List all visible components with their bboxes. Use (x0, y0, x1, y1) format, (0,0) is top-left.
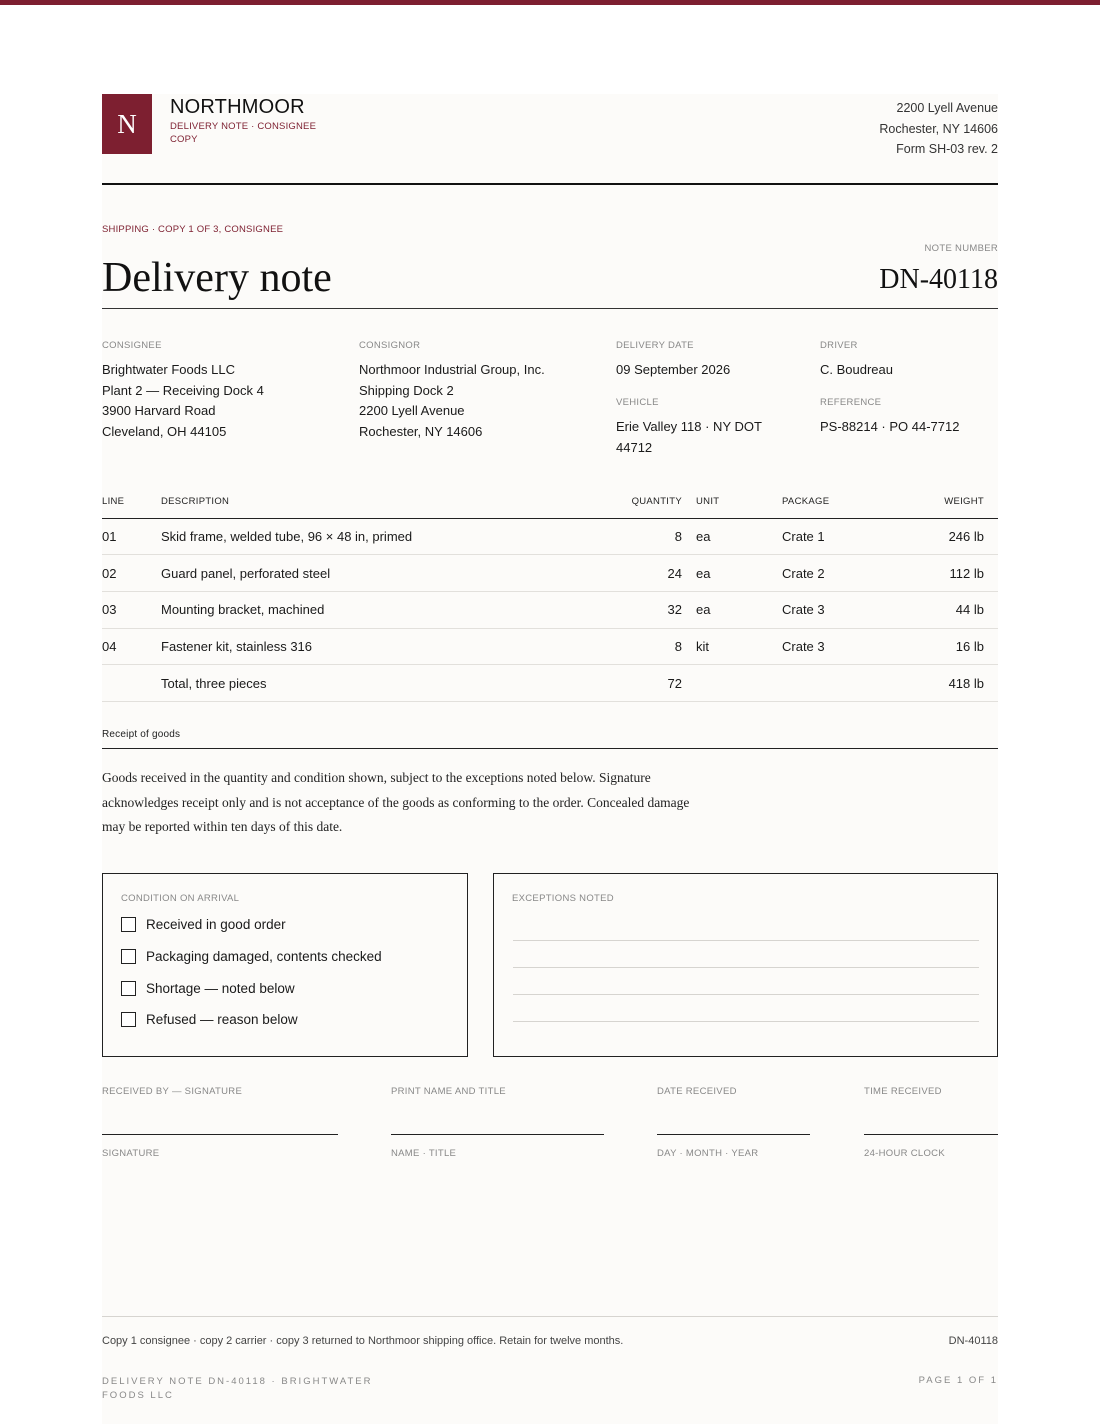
cell-weight: 44 lb (902, 591, 998, 628)
brand-subtitle: DELIVERY NOTE · CONSIGNEE COPY (170, 121, 317, 145)
delivery-date-label: DELIVERY DATE (616, 340, 694, 351)
total-description: Total, three pieces (161, 665, 616, 702)
cell-description: Fastener kit, stainless 316 (161, 628, 616, 665)
consignee-line: Brightwater Foods LLC (102, 362, 235, 377)
col-line: LINE (102, 486, 161, 518)
note-number: DN-40118 (879, 264, 998, 295)
vehicle-label: VEHICLE (616, 397, 659, 408)
exceptions-write-line[interactable] (513, 1021, 979, 1022)
form-reference: Form SH-03 rev. 2 (896, 142, 998, 156)
condition-label: CONDITION ON ARRIVAL (121, 893, 240, 904)
table-row (102, 518, 998, 555)
checkbox-packaging-damaged[interactable] (121, 949, 136, 964)
cell-package: Crate 1 (782, 518, 902, 555)
consignor-line: Rochester, NY 14606 (359, 423, 483, 439)
copy-kicker: SHIPPING · COPY 1 OF 3, CONSIGNEE (102, 224, 284, 235)
receipt-divider (102, 748, 998, 749)
address-line: Rochester, NY 14606 (879, 121, 998, 136)
date-received-line[interactable] (657, 1134, 810, 1135)
brand-logo (102, 94, 152, 154)
col-weight: WEIGHT (902, 486, 998, 518)
consignor-line: Shipping Dock 2 (359, 382, 454, 398)
exceptions-write-line[interactable] (513, 940, 979, 941)
footer-note: Copy 1 consignee · copy 2 carrier · copy 3 returned to Northmoor shipping office. Retain for twelve months. (102, 1335, 624, 1347)
cell-line: 04 (102, 628, 161, 665)
cell-quantity: 32 (616, 591, 682, 628)
title-divider (102, 308, 998, 309)
cell-description: Mounting bracket, machined (161, 591, 616, 628)
col-package: PACKAGE (782, 486, 902, 518)
signature-line[interactable] (102, 1134, 338, 1135)
cell-package: Crate 2 (782, 555, 902, 592)
note-number-label: NOTE NUMBER (924, 243, 998, 254)
print-name-label: PRINT NAME AND TITLE (391, 1086, 506, 1097)
checkbox-good-order[interactable] (121, 917, 136, 932)
cell-quantity: 24 (616, 555, 682, 592)
checkbox-shortage[interactable] (121, 981, 136, 996)
signature-caption: SIGNATURE (102, 1148, 160, 1159)
col-quantity: QUANTITY (616, 486, 682, 518)
col-description: DESCRIPTION (161, 486, 616, 518)
cell-line: 03 (102, 591, 161, 628)
cell-description: Skid frame, welded tube, 96 × 48 in, primed (161, 518, 616, 555)
top-accent-bar (0, 0, 1100, 5)
driver: C. Boudreau (820, 362, 893, 377)
cell-weight: 16 lb (902, 628, 998, 665)
driver-label: DRIVER (820, 340, 858, 351)
cell-description: Guard panel, perforated steel (161, 555, 616, 592)
items-table (102, 486, 998, 702)
receipt-section-label: Receipt of goods (102, 729, 181, 740)
checkbox-refused[interactable] (121, 1012, 136, 1027)
delivery-note-sheet (102, 94, 998, 1424)
consignee-address (102, 360, 264, 442)
cell-unit: ea (682, 518, 782, 555)
col-unit: UNIT (682, 486, 782, 518)
delivery-date: 09 September 2026 (616, 362, 731, 377)
condition-box (102, 873, 468, 1057)
exceptions-write-line[interactable] (513, 994, 979, 995)
consignor-line: Northmoor Industrial Group, Inc. (359, 362, 545, 377)
time-received-line[interactable] (864, 1134, 998, 1135)
table-row (102, 628, 998, 665)
date-received-caption: DAY · MONTH · YEAR (657, 1148, 759, 1159)
cell-line: 02 (102, 555, 161, 592)
cell-weight: 246 lb (902, 518, 998, 555)
cell-unit: kit (682, 628, 782, 665)
condition-option-label: Refused — reason below (146, 1012, 298, 1027)
cell-quantity: 8 (616, 628, 682, 665)
receipt-statement: Goods received in the quantity and condition shown, subject to the exceptions noted below. Signature acknowledges receipt only and is not acceptance of the goods as conforming to the order. Concealed damage may be reported within ten days of this date. (102, 770, 690, 834)
received-by-label: RECEIVED BY — SIGNATURE (102, 1086, 243, 1097)
cell-weight: 112 lb (902, 555, 998, 592)
consignor-line: 2200 Lyell Avenue (359, 403, 465, 418)
reference: PS-88214 · PO 44-7712 (820, 419, 960, 434)
time-received-label: TIME RECEIVED (864, 1086, 942, 1097)
print-name-line[interactable] (391, 1134, 604, 1135)
condition-option-label: Shortage — noted below (146, 981, 295, 996)
print-name-caption: NAME · TITLE (391, 1148, 457, 1159)
cell-unit: ea (682, 591, 782, 628)
header-divider (102, 183, 998, 185)
brand-name: NORTHMOOR (170, 96, 305, 118)
address-line: 2200 Lyell Avenue (896, 101, 998, 115)
condition-option[interactable] (121, 981, 295, 996)
table-total-row (102, 665, 998, 702)
total-weight: 418 lb (902, 665, 998, 702)
cell-unit: ea (682, 555, 782, 592)
sender-address (879, 98, 998, 160)
condition-option[interactable] (121, 1012, 298, 1027)
date-received-label: DATE RECEIVED (657, 1086, 737, 1097)
page-number: PAGE 1 OF 1 (918, 1375, 998, 1386)
exceptions-write-line[interactable] (513, 967, 979, 968)
cell-package: Crate 3 (782, 628, 902, 665)
logo-letter: N (117, 108, 137, 139)
table-row (102, 591, 998, 628)
consignor-address (359, 360, 545, 442)
footer-divider (102, 1316, 998, 1317)
cell-quantity: 8 (616, 518, 682, 555)
condition-option[interactable] (121, 949, 382, 964)
condition-option-label: Received in good order (146, 917, 286, 932)
exceptions-label: EXCEPTIONS NOTED (512, 893, 614, 904)
cell-line: 01 (102, 518, 161, 555)
consignee-line: Cleveland, OH 44105 (102, 423, 227, 439)
footer-running-title: DELIVERY NOTE DN-40118 · BRIGHTWATER FOODS LLC (102, 1376, 373, 1401)
time-received-caption: 24-HOUR CLOCK (864, 1148, 945, 1159)
consignee-line: 3900 Harvard Road (102, 403, 216, 418)
consignee-line: Plant 2 — Receiving Dock 4 (102, 382, 264, 398)
exceptions-box[interactable] (493, 873, 998, 1057)
total-quantity: 72 (616, 665, 682, 702)
consignee-label: CONSIGNEE (102, 340, 162, 351)
consignor-label: CONSIGNOR (359, 340, 421, 351)
cell-package: Crate 3 (782, 591, 902, 628)
table-header-row (102, 486, 998, 518)
footer-document-id: DN-40118 (948, 1335, 998, 1347)
vehicle: Erie Valley 118 · NY DOT 44712 (616, 419, 762, 455)
condition-option-label: Packaging damaged, contents checked (146, 949, 382, 964)
table-row (102, 555, 998, 592)
condition-option[interactable] (121, 917, 286, 932)
reference-label: REFERENCE (820, 397, 882, 408)
page-title: Delivery note (102, 255, 332, 301)
